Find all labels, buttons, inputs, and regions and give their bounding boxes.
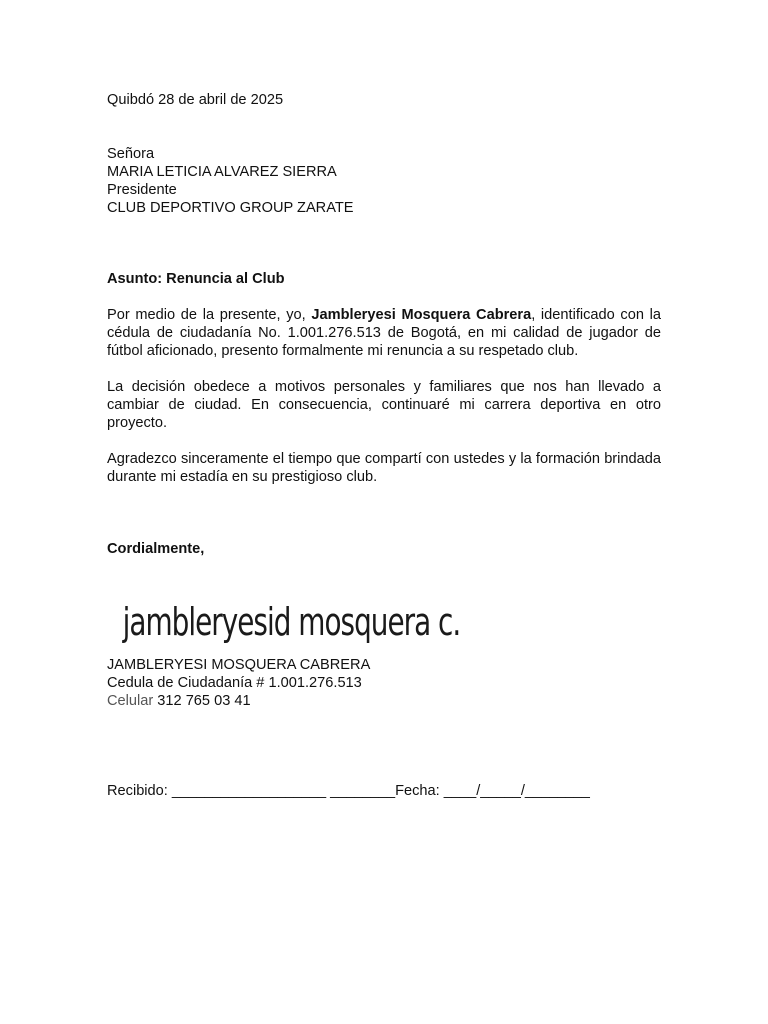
signature-lettering: jambleryesid mosquera c. [122,599,461,644]
phone-number: 312 765 03 41 [153,693,251,709]
paragraph-1-intro: Por medio de la presente, yo, [107,307,312,323]
body-paragraph-3: Agradezco sinceramente el tiempo que compartí con ustedes y la formación brindada durante mi estadía en su prestigioso club. [107,451,661,485]
signer-id: Cedula de Ciudadanía # 1.001.276.513 [107,675,362,691]
recipient-organization: CLUB DEPORTIVO GROUP ZARATE [107,200,354,216]
phone-label: Celular [107,693,154,709]
recipient-salutation: Señora [107,146,155,162]
place-date: Quibdó 28 de abril de 2025 [107,92,284,108]
closing: Cordialmente, [107,541,205,557]
subject-line: Asunto: Renuncia al Club [107,271,285,287]
body-paragraph-2: La decisión obedece a motivos personales y familiares que nos han llevado a cambiar de ciudad. En consecuencia, continuaré mi carrera deportiva en otro proyecto. [107,379,661,431]
recipient-role: Presidente [107,182,177,198]
signature-image [121,590,461,652]
recipient-name: MARIA LETICIA ALVAREZ SIERRA [107,164,337,180]
received-line: Recibido: ___________________ ________Fecha: ____/_____/________ [107,783,590,799]
handwritten-signature [121,590,461,652]
paragraph-1-rest: , identificado con la cédula de ciudadanía No. 1.001.276.513 de Bogotá, en mi calidad de jugador de fútbol aficionado, presento formalmente mi renuncia a su respetado club. [107,307,661,359]
paragraph-1-name: Jambleryesi Mosquera Cabrera [311,307,532,323]
signer-name: JAMBLERYESI MOSQUERA CABRERA [107,657,371,673]
signer-phone [107,692,251,710]
body-paragraph-1 [107,306,661,360]
